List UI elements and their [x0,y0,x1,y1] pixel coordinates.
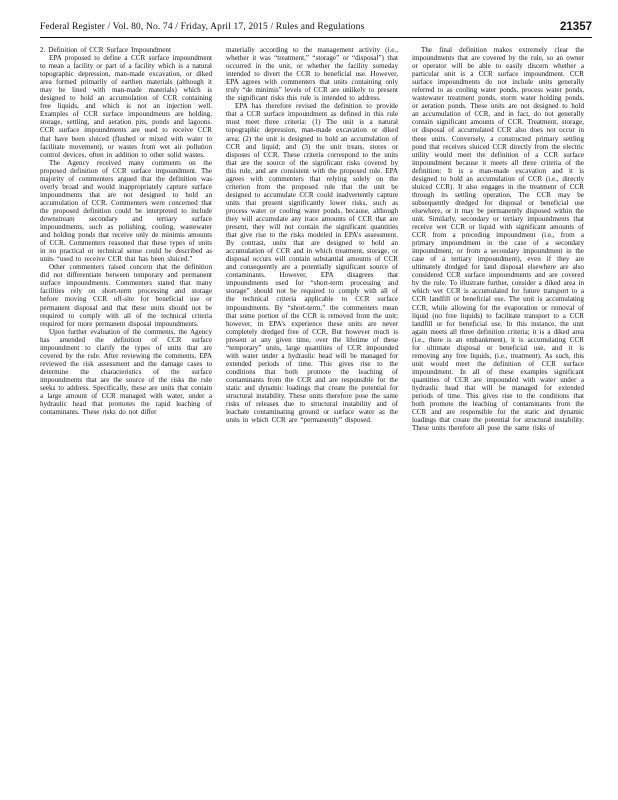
running-header [40,18,592,36]
paragraph: The final definition makes extremely clear the impoundments that are covered by the rule, so an owner or operator will be able to easily discern whether a particular unit is a CCR surface impoundment. CCR surface impoundments do not include units generally referred to as cooling water ponds, process water ponds, wastewater treatment ponds, storm water holding ponds, or aeration ponds. These units are not designed to hold an accumulation of CCR, and in fact, do not generally contain significant amounts of CCR. Treatment, storage, or disposal of accumulated CCR also does not occur in these units. Conversely, a constructed primary settling pond that receives sluiced CCR directly from the electric utility would meet the definition of a CCR surface impoundment because it meets all three criteria of the definition: It is a man-made excavation and it is designed to hold an accumulation of CCR (i.e., directly sluiced CCR). It also engages in the treatment of CCR through its settling operation. The CCR may be subsequently dredged for disposal or beneficial use elsewhere, or it may be permanently disposed within the unit. Similarly, secondary or tertiary impoundments that receive wet CCR or liquid with significant amounts of CCR from a preceding impoundment (i.e., from a primary impoundment in the case of a secondary impoundment, or from a secondary impoundment in the case of a tertiary impoundment), even if they are ultimately dredged for land disposal elsewhere are also considered CCR surface impoundments and are covered by the rule. To illustrate further, consider a diked area in which wet CCR is accumulated for future transport to a CCR landfill or beneficial use. The unit is accumulating CCR, while allowing for the evaporation or removal of liquid (no free liquids) to facilitate transport to a CCR landfill or for beneficial use. In this instance, the unit again meets all three definition criteria; it is a diked area (i.e., there is an embankment), it is accumulating CCR for ultimate disposal or beneficial use, and it is removing any free liquids, (i.e., treatment). As such, this unit would meet the definition of CCR surface impoundment. In all of these examples significant quantities of CCR are impounded with water under a hydraulic head that will be managed for extended periods of time. This gives rise to the conditions that both promote the leaching of contaminants from the CCR and are responsible for the static and dynamic loadings that create the potential for structural instability. These units therefore all pose the same risks of [412,46,584,433]
section-heading: 2. Definition of CCR Surface Impoundment [40,46,171,54]
paragraph: EPA proposed to define a CCR surface impoundment to mean a facility or part of a facility which is a natural topographic depression, man-made excavation, or diked area formed primarily of earthen materials (although it may be lined with man-made materials) which is designed to hold an accumulation of CCR containing free liquids, and which is not an injection well. Examples of CCR surface impoundments are holding, storage, settling, and aeration pits, ponds and lagoons. CCR surface impoundments are used to receive CCR that have been sluiced (flushed or mixed with water to facilitate movement), or wastes from wet air pollution control devices, often in addition to other solid wastes. [40,54,212,159]
paragraph: The Agency received many comments on the proposed definition of CCR surface impoundment. The majority of commenters argued that the definition was overly broad and would inappropriately capture surface impoundments that are not designed to hold an accumulation of CCR. Commenters were concerned that the proposed definition could be interpreted to include downstream secondary and tertiary surface impoundments, such as polishing, cooling, wastewater and holding ponds that receive only de minimis amounts of CCR. Commenters reasoned that these types of units in no practical or technical sense could be described as units “used to receive CCR that has been sluiced.” [40,158,212,264]
text-column-2 [226,46,398,786]
text-column-3 [412,46,584,786]
paragraph: Other commenters raised concern that the definition did not differentiate between temporary and permanent surface impoundments. Commenters stated that many facilities rely on short-term processing and storage before moving CCR off-site for beneficial use or permanent disposal and that these units should not be required to comply with all of the technical criteria required for more permanent disposal impoundments. [40,263,212,328]
paragraph: EPA has therefore revised the definition to provide that a CCR surface impoundment as defined in this rule must meet three criteria: (1) The unit is a natural topographic depression, man-made excavation or diked area; (2) the unit is designed to hold an accumulation of CCR and liquid; and (3) the unit treats, stores or disposes of CCR. These criteria correspond to the units that are the source of the significant risks covered by this rule, and are consistent with the proposed rule. EPA agrees with commenters that relying solely on the criterion from the proposed rule that the unit be designed to accumulate CCR could inadvertently capture units that present significantly lower risks, such as process water or cooling water ponds, because, although they will accumulate any trace amounts of CCR that are present, they will not contain the significant quantities that give rise to the risks modeled in EPA’s assessment. By contrast, units that are designed to hold an accumulation of CCR and in which treatment, storage, or disposal occurs will contain substantial amounts of CCR and consequently are a potentially significant source of contaminants. However, EPA disagrees that impoundments used for “short-term processing and storage” should not be required to comply with all of the technical criteria applicable to CCR surface impoundments. By “short-term,” the commenters mean that some portion of the CCR is removed from the unit; however, in EPA’s experience these units are never completely dredged free of CCR. But however much is present at any given time, over the lifetime of these “temporary” units, large quantities of CCR impounded with water under a hydraulic head will be managed for extended periods of time. This gives rise to the conditions that both promote the leaching of contaminants from the CCR and are responsible for the static and dynamic loadings that create the potential for structural instability. These units therefore pose the same risks of releases due to structural instability and of leachate contaminating ground or surface water as the units in which CCR are “permanently” disposed. [226,102,398,425]
running-head-text: Federal Register / Vol. 80, No. 74 / Friday, April 17, 2015 / Rules and Regulations [40,22,365,32]
text-column-1 [40,46,212,786]
header-rule [40,37,592,38]
paragraph: Upon further evaluation of the comments, the Agency has amended the definition of CCR surface impoundment to clarify the types of units that are covered by the rule. After reviewing the comments, EPA reviewed the risk assessment and the damage cases to determine the characteristics of the surface impoundments that are the source of the risks the rule seeks to address. Specifically, these are units that contain a large amount of CCR managed with water, under a hydraulic head that promotes the rapid leaching of contaminants. These risks do not differ [40,327,212,417]
paragraph: materially according to the management activity (i.e., whether it was “treatment,” “storage” or “disposal”) that occurred in the unit, or whether the facility someday intended to divert the CCR to beneficial use. However, EPA agrees with commenters that units containing only truly “de minimis” levels of CCR are unlikely to present the significant risks this rule is intended to address. [226,46,398,103]
page-number: 21357 [560,21,592,33]
